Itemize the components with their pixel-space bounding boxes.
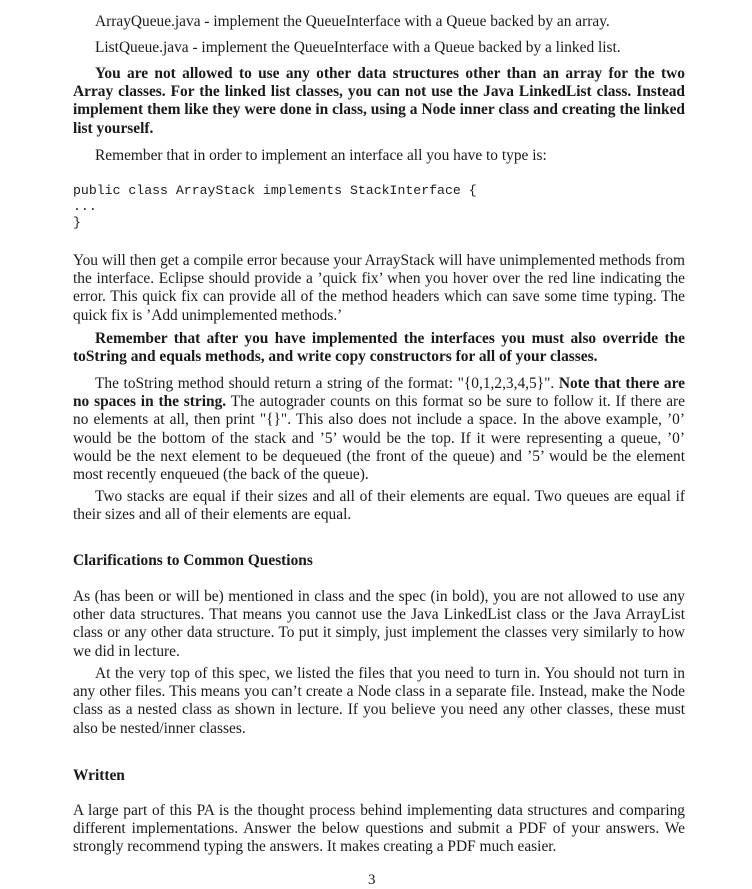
written-paragraph: A large part of this PA is the thought process behind implementing data structures and comparing different implementations. Answer the below questions and submit a PDF of your answers. We strongly recommend typing the answers. It makes creating a PDF much easier. (73, 802, 685, 856)
override-requirement-note: Remember that after you have implemented the interfaces you must also override the toString and equals methods, and write copy constructors for all of your classes. (73, 330, 685, 366)
clarifications-paragraph-1: As (has been or will be) mentioned in class and the spec (in bold), you are not allowed to use any other data structures. That means you cannot use the Java LinkedList class or the Java ArrayList class or any other data structure. To put it simply, just implement the classes very similarly to how we did in lecture. (73, 588, 685, 660)
data-structure-restriction-note: You are not allowed to use any other data structures other than an array for the two Array classes. For the linked list classes, you can not use the Java LinkedList class. Instead implement them like they were done in class, using a Node inner class and creating the linked list yourself. (73, 65, 685, 137)
code-line-class-declaration: public class ArrayStack implements StackInterface { (73, 183, 477, 198)
implement-interface-remark: Remember that in order to implement an interface all you have to type is: (95, 147, 547, 164)
clarifications-paragraph-2: At the very top of this spec, we listed the files that you need to turn in. You should not turn in any other files. This means you can’t create a Node class in a separate file. Instead, make the Node class as a nested class as shown in lecture. If you believe you need any other classes, these must also be nested/inner classes. (73, 665, 685, 737)
tostring-paragraph (73, 375, 685, 484)
clarifications-heading: Clarifications to Common Questions (73, 552, 313, 569)
equality-paragraph: Two stacks are equal if their sizes and all of their elements are equal. Two queues are equal if their sizes and all of their elements are equal. (73, 488, 685, 524)
list-queue-line: ListQueue.java - implement the QueueInterface with a Queue backed by a linked list. (95, 39, 621, 56)
page-number: 3 (368, 872, 376, 888)
written-heading: Written (73, 767, 125, 784)
code-line-closing-brace: } (73, 215, 81, 230)
tostring-text-part2: The autograder counts on this format so be sure to follow it. If there are no elements at all, then print "{}". This also does not include a space. In the above example, ’0’ would be the bottom of the stack and ’5’ would be the top. If it were representing a queue, ’0’ would be the next element to be dequeued (the front of the queue) and ’5’ would be the element most recently enqueued (the back of the queue). (73, 393, 686, 484)
tostring-text-part1: The toString method should return a string of the format: "{0,1,2,3,4,5}". (95, 375, 559, 392)
array-queue-line: ArrayQueue.java - implement the QueueInterface with a Queue backed by an array. (95, 13, 610, 30)
compile-error-paragraph: You will then get a compile error because your ArrayStack will have unimplemented methods from the interface. Eclipse should provide a ’quick fix’ when you hover over the red line indicating the error. This quick fix can provide all of the method headers which can save some time typing. The quick fix is ’Add unimplemented methods.’ (73, 252, 685, 324)
tostring-no-spaces-note: Note that there are no spaces in the string. (73, 375, 686, 411)
code-line-ellipsis: ... (73, 199, 97, 214)
